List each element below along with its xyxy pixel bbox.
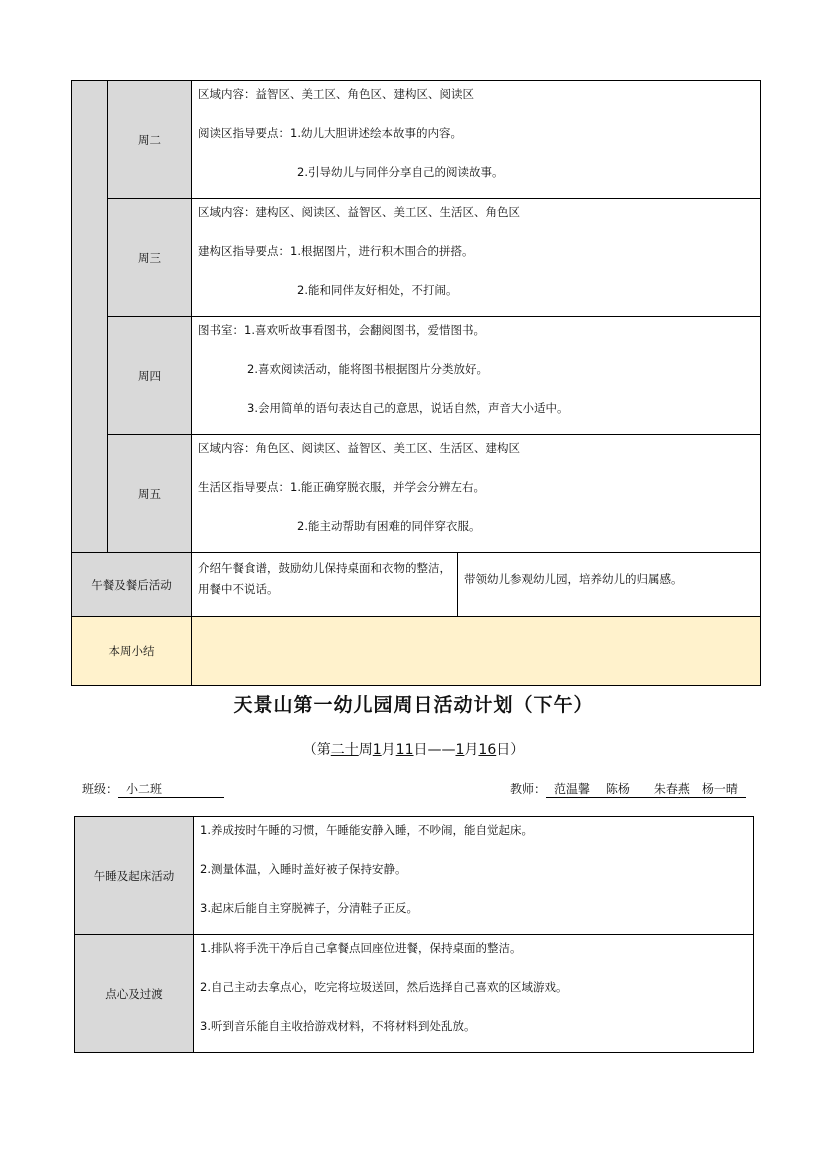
content-line: 1.排队将手洗干净后自己拿餐点回座位进餐，保持桌面的整洁。 <box>200 941 522 955</box>
content-line: 生活区指导要点：1.能正确穿脱衣服，并学会分辨左右。 <box>198 480 485 494</box>
teacher-names: 范温馨 陈杨 朱春燕 杨一晴 <box>546 780 746 798</box>
week-prefix: （第 <box>302 742 331 758</box>
content-line: 2.喜欢阅读活动，能将图书根据图片分类放好。 <box>247 362 488 376</box>
lunch-left-text: 介绍午餐食谱，鼓励幼儿保持桌面和衣物的整洁，用餐中不说话。 <box>198 561 451 596</box>
content-line: 区域内容：益智区、美工区、角色区、建构区、阅读区 <box>198 87 474 101</box>
end-day: 16 <box>478 742 497 758</box>
lunch-right-text: 带领幼儿参观幼儿园，培养幼儿的归属感。 <box>464 572 683 586</box>
weekly-plan-table <box>71 80 761 686</box>
lunch-label: 午餐及餐后活动 <box>72 553 192 617</box>
activity-label: 午睡及起床活动 <box>75 817 194 935</box>
end-month: 1 <box>455 742 465 758</box>
lunch-left-content <box>192 553 458 617</box>
activity-content <box>194 817 754 935</box>
content-line: 3.起床后能自主穿脱裤子，分清鞋子正反。 <box>200 901 418 915</box>
day-content <box>192 435 761 553</box>
day-label: 周四 <box>108 317 192 435</box>
day-word: 日） <box>496 742 525 758</box>
class-value: 小二班 <box>118 780 224 798</box>
day-word: 日—— <box>413 742 456 758</box>
content-line: 2.测量体温，入睡时盖好被子保持安静。 <box>200 862 407 876</box>
side-merged-cell <box>72 81 108 553</box>
day-label: 周五 <box>108 435 192 553</box>
content-line: 3.会用简单的语句表达自己的意思，说话自然，声音大小适中。 <box>247 401 569 415</box>
start-day: 11 <box>395 742 414 758</box>
start-month: 1 <box>372 742 382 758</box>
content-line: 2.能和同伴友好相处，不打闹。 <box>297 283 458 297</box>
week-date-line <box>0 739 827 759</box>
class-info <box>82 780 224 798</box>
content-line: 2.能主动帮助有困难的同伴穿衣服。 <box>297 519 481 533</box>
teacher-info <box>510 780 746 798</box>
class-label: 班级： <box>82 782 119 796</box>
content-line: 区域内容：角色区、阅读区、益智区、美工区、生活区、建构区 <box>198 441 520 455</box>
day-content <box>192 199 761 317</box>
activity-label: 点心及过渡 <box>75 935 194 1053</box>
summary-content <box>192 617 761 686</box>
content-line: 1.养成按时午睡的习惯，午睡能安静入睡，不吵闹，能自觉起床。 <box>200 823 533 837</box>
day-content <box>192 317 761 435</box>
content-line: 阅读区指导要点：1.幼儿大胆讲述绘本故事的内容。 <box>198 126 462 140</box>
activity-content <box>194 935 754 1053</box>
month-word: 月 <box>464 742 479 758</box>
content-line: 图书室：1.喜欢听故事看图书，会翻阅图书，爱惜图书。 <box>198 323 485 337</box>
content-line: 3.听到音乐能自主收拾游戏材料，不将材料到处乱放。 <box>200 1019 476 1033</box>
summary-label: 本周小结 <box>72 617 192 686</box>
afternoon-plan-table <box>74 816 754 1053</box>
day-label: 周三 <box>108 199 192 317</box>
month-word: 月 <box>381 742 396 758</box>
day-content <box>192 81 761 199</box>
page-title: 天景山第一幼儿园周日活动计划（下午） <box>233 694 594 716</box>
content-line: 区域内容：建构区、阅读区、益智区、美工区、生活区、角色区 <box>198 205 520 219</box>
week-number: 二十 <box>330 742 359 758</box>
day-label: 周二 <box>108 81 192 199</box>
content-line: 建构区指导要点：1.根据图片，进行积木围合的拼搭。 <box>198 244 474 258</box>
teacher-label: 教师： <box>510 782 547 796</box>
lunch-right-content <box>458 553 761 617</box>
week-word: 周 <box>358 742 373 758</box>
content-line: 2.引导幼儿与同伴分享自己的阅读故事。 <box>297 165 504 179</box>
content-line: 2.自己主动去拿点心，吃完将垃圾送回，然后选择自己喜欢的区域游戏。 <box>200 980 568 994</box>
